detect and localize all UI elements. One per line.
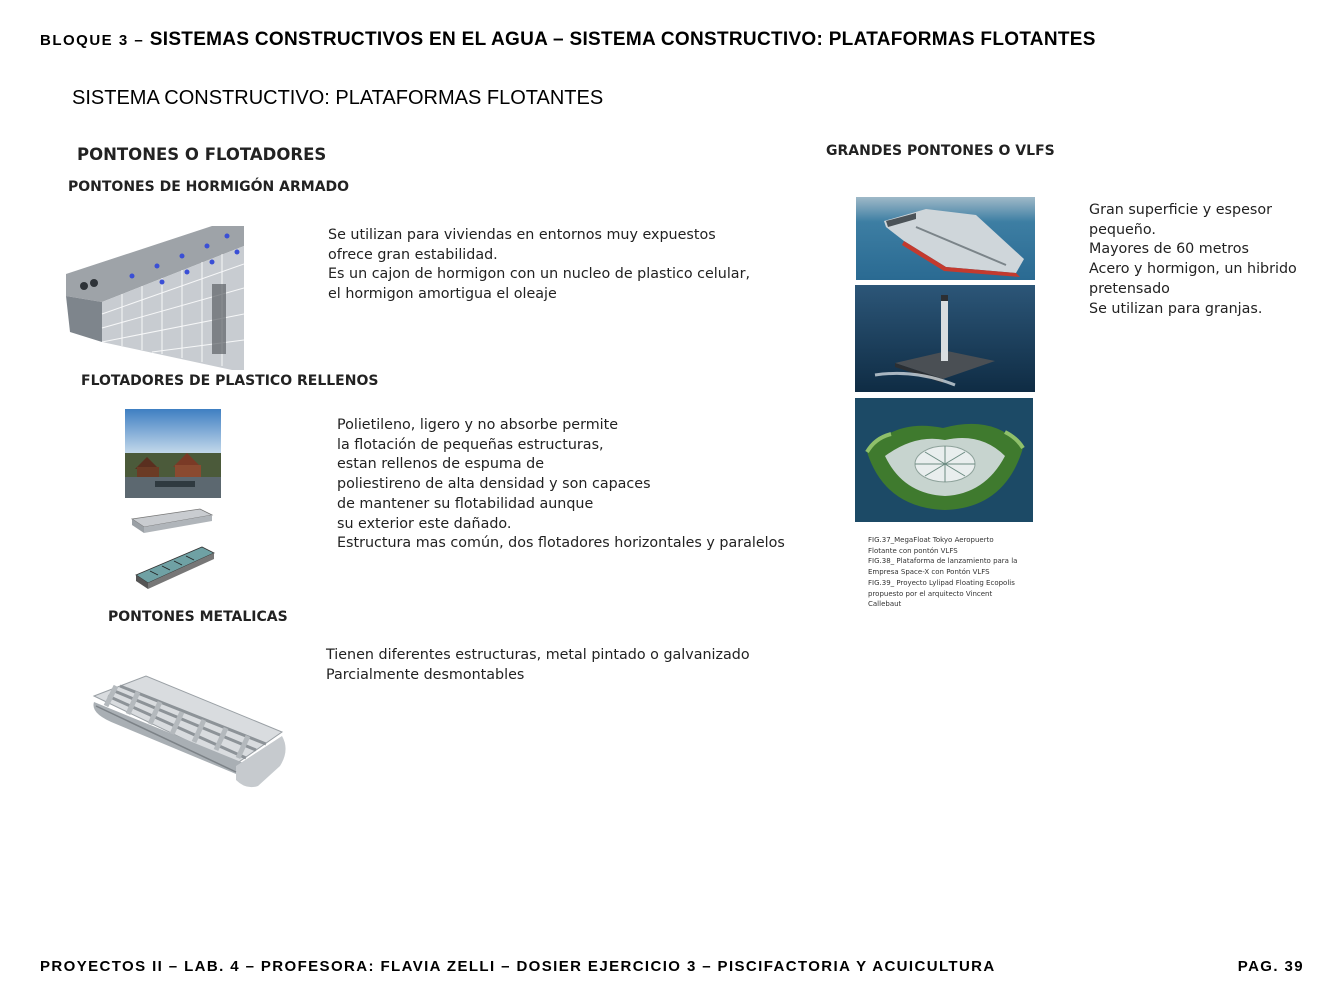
plastic-floats-drawing [130, 505, 216, 597]
plastico-description [337, 416, 785, 554]
plastico-title: FLOTADORES DE PLASTICO RELLENOS [81, 373, 379, 389]
hormigon-description [328, 226, 750, 305]
vlfs-line: Mayores de 60 metros [1089, 241, 1249, 258]
metalicas-line: Tienen diferentes estructuras, metal pintado o galvanizado [326, 647, 750, 663]
header-prefix: BLOQUE 3 – [40, 32, 145, 49]
metalicas-title: PONTONES METALICAS [108, 609, 288, 625]
concrete-pontoon-image [62, 224, 244, 370]
vlfs-line: Acero y hormigon, un hibrido [1089, 261, 1297, 278]
plastico-line: la flotación de pequeñas estructuras, [337, 436, 604, 453]
caption-line: Empresa Space-X con Pontón VLFS [868, 568, 990, 577]
figure-caption [868, 535, 1022, 610]
caption-line: Flotante con pontón VLFS [868, 546, 958, 555]
plastico-line: poliestireno de alta densidad y son capaces [337, 476, 651, 493]
metalicas-description [326, 646, 750, 685]
vlfs-title: GRANDES PONTONES O VLFS [826, 143, 1055, 159]
lilypad-ecopolis-image [855, 398, 1033, 522]
hormigon-line: ofrece gran estabilidad. [328, 246, 498, 263]
plastico-line: Estructura mas común, dos flotadores horizontales y paralelos [337, 535, 785, 552]
floating-house-photo [125, 409, 221, 498]
vlfs-line: Se utilizan para granjas. [1089, 300, 1263, 317]
page-number: PAG. 39 [1237, 958, 1304, 975]
metal-pontoon-image [86, 662, 298, 792]
caption-line: Callebaut [868, 600, 902, 609]
page-subtitle: SISTEMA CONSTRUCTIVO: PLATAFORMAS FLOTANTES [72, 87, 604, 109]
caption-line: FIG.37_MegaFloat Tokyo Aeropuerto [868, 536, 994, 544]
vlfs-line: Gran superficie y espesor [1089, 202, 1272, 218]
footer-course: PROYECTOS II – LAB. 4 – PROFESORA: FLAVIA ZELLI – DOSIER EJERCICIO 3 – PISCIFACTORIA Y ACUICULTURA [40, 958, 996, 975]
plastico-line: Polietileno, ligero y no absorbe permite [337, 417, 618, 433]
spacex-platform-photo [855, 285, 1035, 392]
caption-line: FIG.39_ Proyecto Lylipad Floating Ecopolis [868, 578, 1015, 587]
section-title-pontones: PONTONES O FLOTADORES [77, 145, 327, 164]
vlfs-line: pretensado [1089, 280, 1170, 297]
hormigon-line: el hormigon amortigua el oleaje [328, 286, 557, 303]
caption-line: FIG.38_ Plataforma de lanzamiento para la [868, 557, 1018, 566]
plastico-line: de mantener su flotabilidad aunque [337, 495, 594, 512]
metalicas-line: Parcialmente desmontables [326, 666, 525, 683]
vlfs-line: pequeño. [1089, 221, 1156, 238]
plastico-line: su exterior este dañado. [337, 515, 512, 532]
hormigon-title: PONTONES DE HORMIGÓN ARMADO [68, 179, 350, 195]
hormigon-line: Se utilizan para viviendas en entornos muy expuestos [328, 227, 716, 243]
hormigon-line: Es un cajon de hormigon con un nucleo de plastico celular, [328, 266, 750, 283]
megafloat-photo [856, 197, 1035, 280]
plastico-line: estan rellenos de espuma de [337, 456, 545, 473]
caption-line: propuesto por el arquitecto Vincent [868, 589, 993, 598]
page-header [40, 29, 1096, 51]
vlfs-description [1089, 201, 1297, 319]
header-title: SISTEMAS CONSTRUCTIVOS EN EL AGUA – SISTEMA CONSTRUCTIVO: PLATAFORMAS FLOTANTES [149, 29, 1096, 50]
